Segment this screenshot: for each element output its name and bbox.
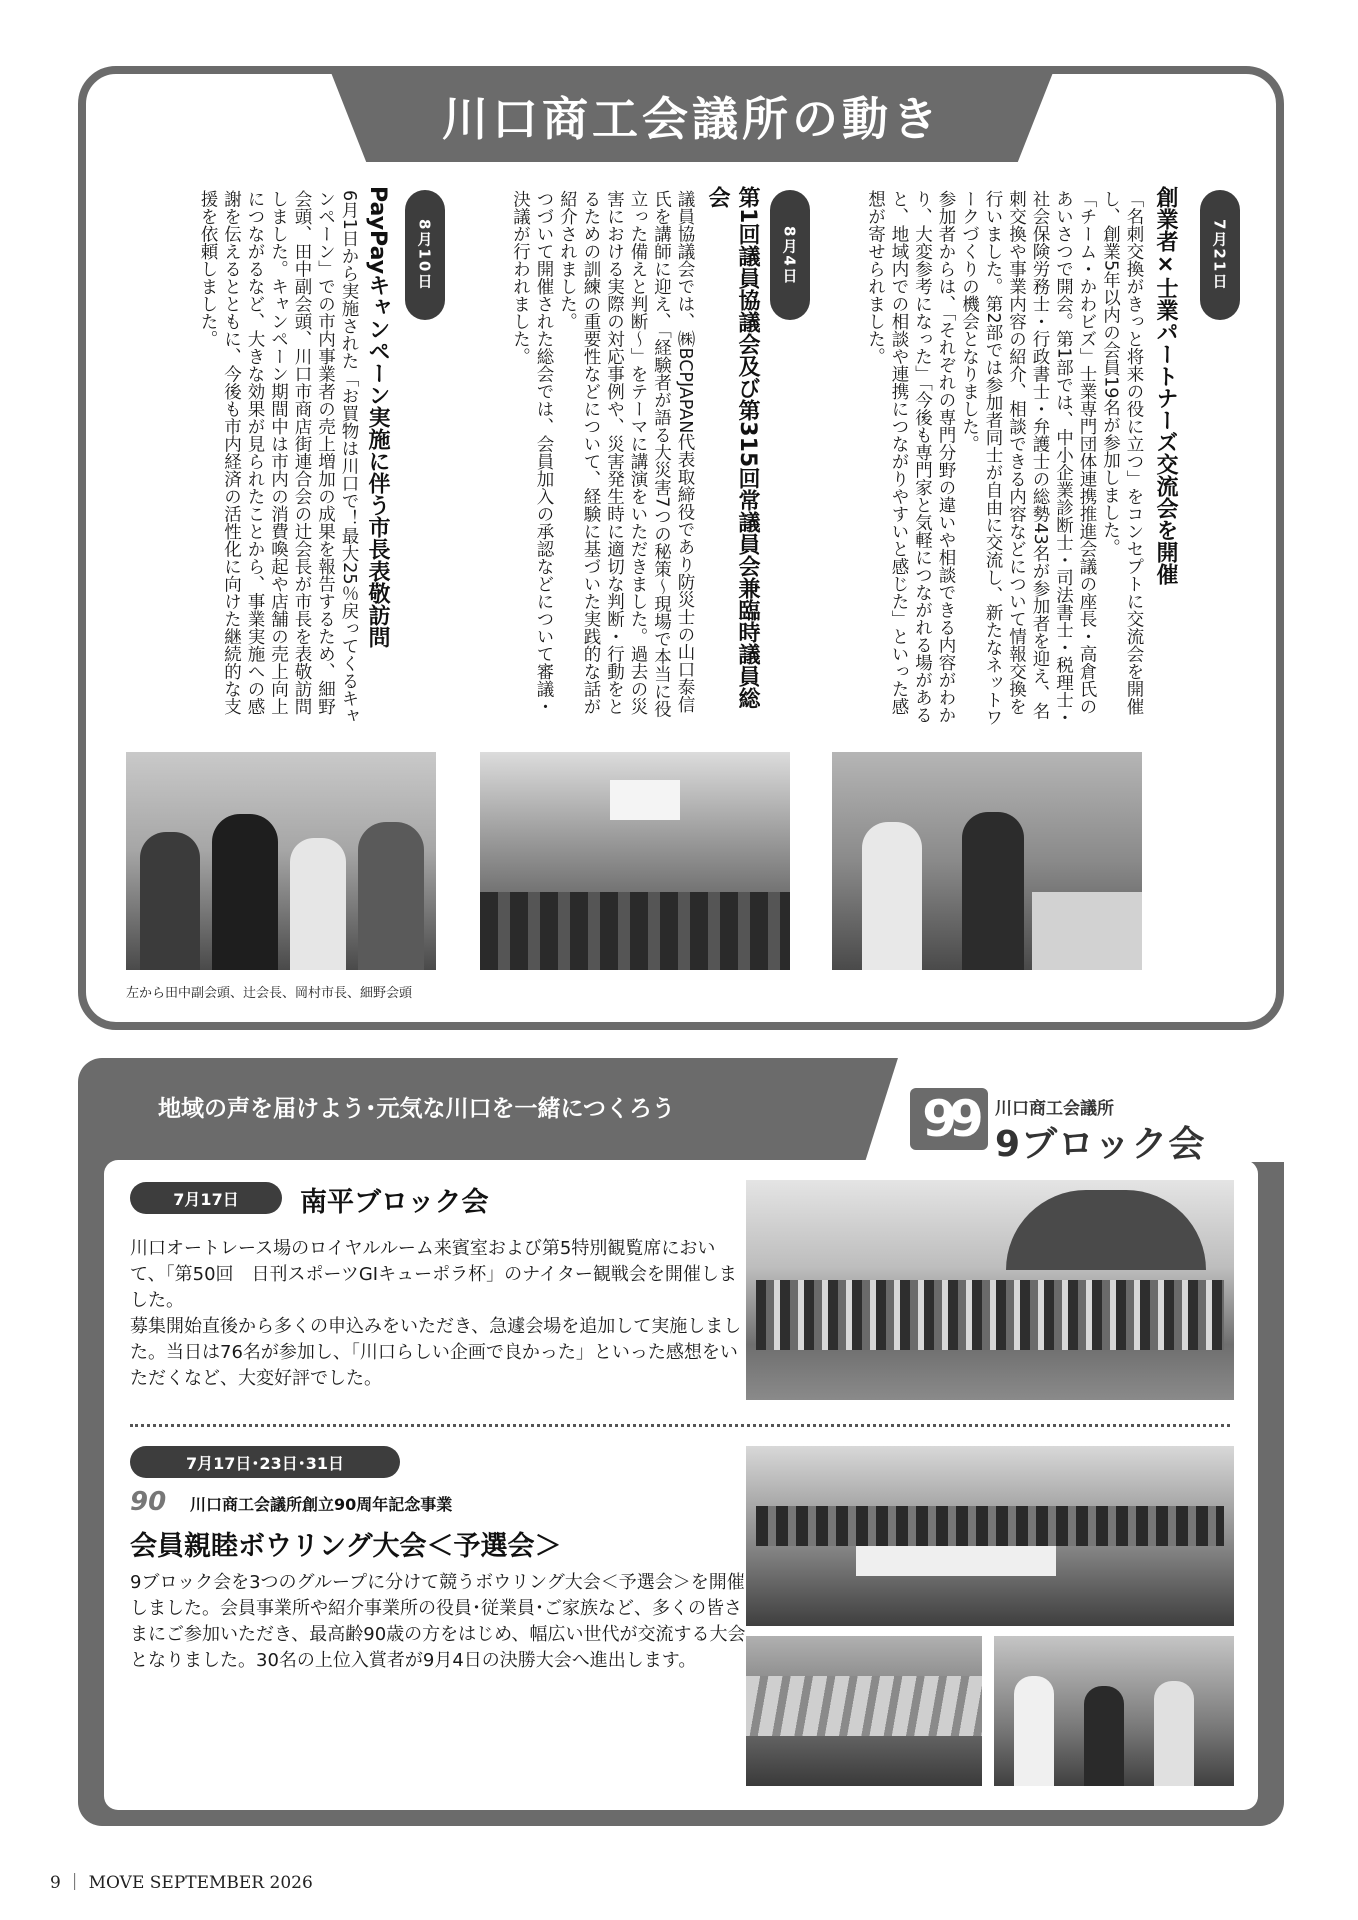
mayor-visit-photo <box>126 752 436 970</box>
photo-caption: 左から田中副会頭、辻会長、岡村市長、細野会頭 <box>126 986 413 1001</box>
block-logo-name: 9ブロック会 <box>995 1124 1206 1165</box>
article-3-date: 8月10日 <box>405 190 445 320</box>
article-1-date: 7月21日 <box>1200 190 1240 320</box>
event-2-body: 9ブロック会を3つのグループに分けて競うボウリング大会＜予選会＞を開催しました。会員事業所や紹介事業所の役員･従業員･ご家族など、多くの皆さまにご参加いただき、最高齢90歳の方をはじめ、幅広い世代が交流する大会となりました。30名の上位入賞者が9月4日の決勝大会へ進出します。 <box>130 1572 746 1671</box>
bowling-group-photo <box>746 1446 1234 1626</box>
article-2-date: 8月4日 <box>770 190 810 320</box>
council-meeting-photo <box>480 752 790 970</box>
event-1-body: 川口オートレース場のロイヤルルーム来賓室および第5特別観覧席において、「第50回 日刊スポーツGIキューポラ杯」のナイター観戦会を開催しました。 募集開始直後から多くの申込みをいただき、急遽会場を追加して実施しました。当日は76名が参加し、「川口らしい企画で良かった」といった感想をいただくなど、大変好評でした。 <box>130 1238 742 1389</box>
section-title: 川口商工会議所の動き <box>442 92 942 146</box>
block-logo-mark: 99 <box>910 1088 988 1150</box>
event-divider <box>130 1424 1230 1427</box>
event-2-heading: 会員親睦ボウリング大会＜予選会＞ <box>130 1531 562 1562</box>
bowling-lanes-photo <box>746 1636 982 1786</box>
page-footer: 9 ｜ MOVE SEPTEMBER 2026 <box>50 1873 313 1893</box>
event-2-date: 7月17日･23日･31日 <box>130 1446 400 1478</box>
article-1-heading: 創業者×士業パートナーズ交流会を開催 <box>1153 186 1178 585</box>
bowling-players-photo <box>994 1636 1234 1786</box>
article-3-body: 6月1日から実施された「お買物は川口で！最大25％戻ってくるキャンペーン」での市内事業者の売上増加の成果を報告するため、細野会頭、田中副会頭、川口市商店街連合会の辻会長が市長を表敬訪問しました。キャンペーン期間中は市内の消費喚起や店舗の売上向上につながるなど、大きな効果が見られたことから、事業実施への感謝を伝えるとともに、今後も市内経済の活性化に向けた継続的な支援を依頼しました。 <box>198 190 359 725</box>
block-banner-title: 地域の声を届けよう･元気な川口を一緒につくろう <box>158 1096 676 1122</box>
autorace-group-photo <box>746 1180 1234 1400</box>
event-1-date: 7月17日 <box>130 1182 282 1214</box>
networking-event-photo <box>832 752 1142 970</box>
article-2-body: 議員協議会では、㈱BCPJAPAN代表取締役であり防災士の山口泰信氏を講師に迎え、「経験者が語る大災害7つの秘策～現場で本当に役立った備えと判断～」をテーマに講演をいただきました。過去の災害における実際の対応事例や、災害発生時に適切な判断・行動をとるための訓練の重要性などについて、経験に基づいた実践的な話が紹介されました。 つづいて開催された総会では、会員加入の承認などについて審議・決議が行われました。 <box>510 190 695 718</box>
article-2-heading: 第1回議員協議会及び第315回常議員会兼臨時議員総会 <box>705 186 760 710</box>
event-2-subtitle: 川口商工会議所創立90周年記念事業 <box>190 1495 453 1514</box>
block-logo-org: 川口商工会議所 <box>995 1099 1114 1119</box>
anniversary-90-badge: 90 <box>130 1487 167 1517</box>
event-1-heading: 南平ブロック会 <box>300 1187 489 1218</box>
article-1-body: 「名刺交換がきっと将来の役に立つ」をコンセプトに交流会を開催し、創業5年以内の会員19名が参加しました。 「チーム・かわビズ」士業専門団体連携推進会議の座長・高倉氏のあいさつで開会。第1部では、中小企業診断士・司法書士・税理士・社会保険労務士・行政書士・弁護士の総勢43名が参加者を迎え、名刺交換や事業内容の紹介、相談できる内容などについて情報交換を行いました。第2部では参加者同士が自由に交流し、新たなネットワークづくりの機会となりました。 参加者からは、「それぞれの専門分野の違いや相談できる内容がわかり、大変参考になった」「今後も専門家と気軽につながれる場があると、地域内での相談や連携につながりやすいと感じた」といった感想が寄せられました。 <box>865 190 1144 727</box>
article-3-heading: PayPayキャンペーン実施に伴う市長表敬訪問 <box>365 186 390 649</box>
